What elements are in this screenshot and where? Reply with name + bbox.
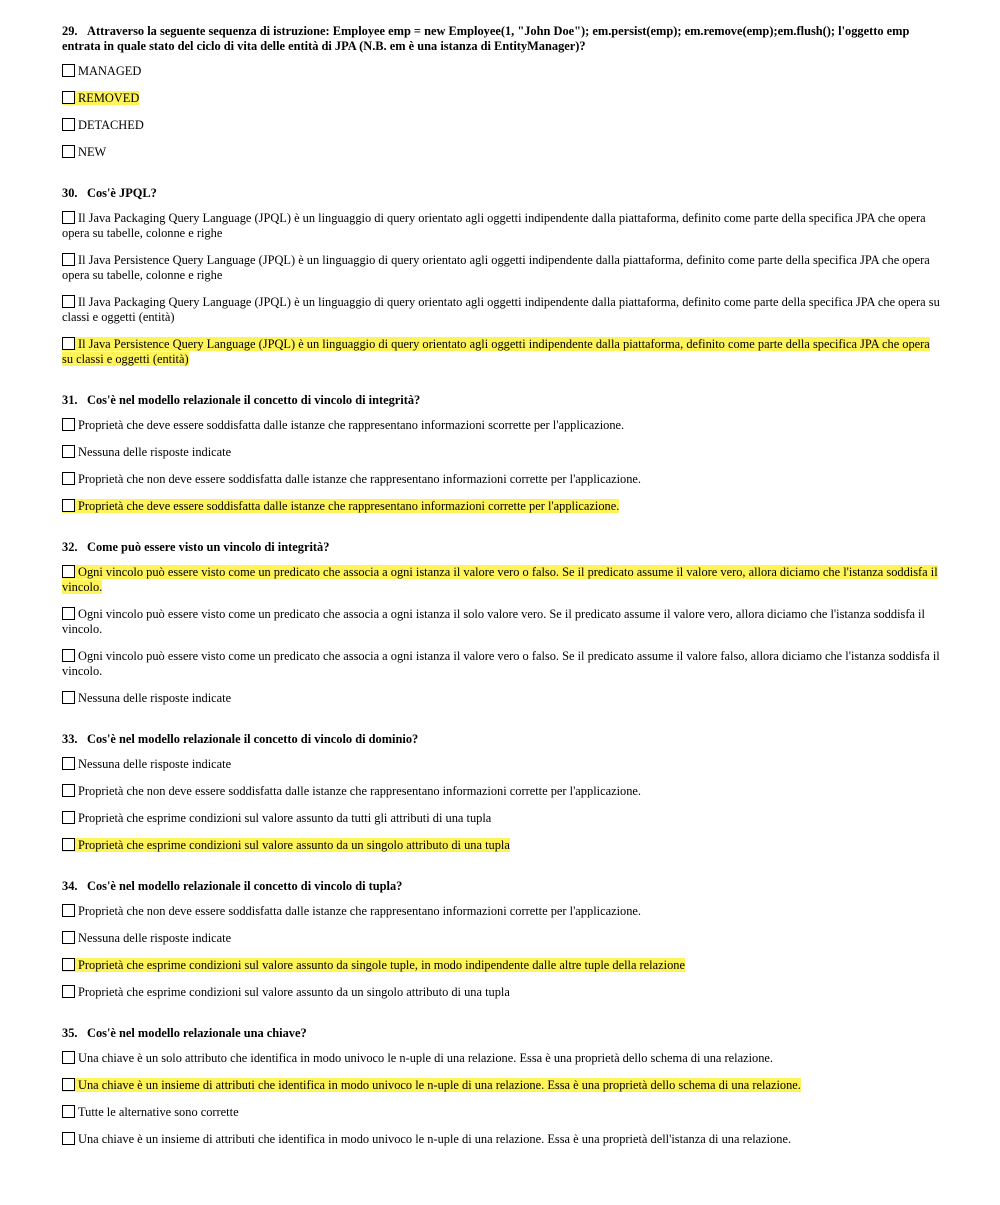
checkbox-icon[interactable]: [62, 838, 75, 851]
question-spacer: [62, 865, 942, 879]
answer-wrap: [62, 145, 106, 159]
answer-option: [62, 253, 942, 283]
answer-label: Proprietà che esprime condizioni sul valore assunto da singole tuple, in modo indipendente dalle altre tuple della relazione: [78, 958, 685, 972]
answer-option: [62, 649, 942, 679]
question-title: [62, 540, 942, 555]
checkbox-icon[interactable]: [62, 445, 75, 458]
highlighted-answer: [62, 1078, 801, 1092]
answer-wrap: [62, 757, 231, 771]
answer-option: [62, 811, 942, 826]
answer-wrap: [62, 931, 231, 945]
highlighted-answer: [62, 91, 139, 105]
checkbox-icon[interactable]: [62, 931, 75, 944]
question-29: [62, 24, 942, 186]
answer-label: REMOVED: [78, 91, 140, 105]
answer-label: Una chiave è un solo attributo che identifica in modo univoco le n-uple di una relazione. Essa è una proprietà dello schema di una relazione.: [78, 1051, 774, 1065]
question-title: [62, 393, 942, 408]
checkbox-icon[interactable]: [62, 1051, 75, 1064]
answer-label: Proprietà che esprime condizioni sul valore assunto da tutti gli attributi di una tupla: [78, 811, 492, 825]
question-title: [62, 879, 942, 894]
quiz-page: [62, 24, 942, 1159]
question-number: 33.: [62, 732, 78, 746]
question-text: Attraverso la seguente sequenza di istruzione: Employee emp = new Employee(1, "John Doe"); em.persist(emp); em.remove(emp);em.flush(); l'oggetto emp entrata in quale stato del ciclo di vita delle entità di JPA (N.B. em è una istanza di EntityManager)?: [62, 24, 910, 53]
checkbox-icon[interactable]: [62, 337, 75, 350]
checkbox-icon[interactable]: [62, 145, 75, 158]
answer-wrap: [62, 1051, 773, 1065]
question-32: [62, 540, 942, 732]
question-title: [62, 1026, 942, 1041]
answer-option: [62, 838, 942, 853]
answer-wrap: [62, 784, 641, 798]
answer-label: NEW: [78, 145, 107, 159]
answer-wrap: [62, 64, 141, 78]
question-spacer: [62, 172, 942, 186]
answer-label: DETACHED: [78, 118, 144, 132]
checkbox-icon[interactable]: [62, 472, 75, 485]
question-text: Cos'è nel modello relazionale il concetto di vincolo di tupla?: [87, 879, 403, 893]
answer-label: Nessuna delle risposte indicate: [78, 445, 232, 459]
answer-label: MANAGED: [78, 64, 142, 78]
answer-label: Una chiave è un insieme di attributi che identifica in modo univoco le n-uple di una relazione. Essa è una proprietà dell'istanza di una relazione.: [78, 1132, 792, 1146]
question-text: Cos'è nel modello relazionale il concetto di vincolo di dominio?: [87, 732, 419, 746]
answer-option: [62, 607, 942, 637]
highlighted-answer: [62, 565, 938, 594]
answer-wrap: [62, 904, 641, 918]
answer-option: [62, 904, 942, 919]
checkbox-icon[interactable]: [62, 904, 75, 917]
question-number: 29.: [62, 24, 78, 38]
question-30: [62, 186, 942, 393]
answer-wrap: [62, 295, 940, 324]
answer-wrap: [62, 691, 231, 705]
answer-label: Nessuna delle risposte indicate: [78, 931, 232, 945]
question-number: 31.: [62, 393, 78, 407]
answer-option: [62, 784, 942, 799]
answer-wrap: [62, 1132, 791, 1146]
answer-wrap: [62, 1105, 239, 1119]
highlighted-answer: [62, 958, 685, 972]
checkbox-icon[interactable]: [62, 64, 75, 77]
answer-option: [62, 91, 942, 106]
checkbox-icon[interactable]: [62, 649, 75, 662]
question-spacer: [62, 526, 942, 540]
answer-option: [62, 337, 942, 367]
answer-label: Proprietà che deve essere soddisfatta dalle istanze che rappresentano informazioni corrette per l'applicazione.: [78, 499, 620, 513]
answer-option: [62, 499, 942, 514]
question-title: [62, 24, 942, 54]
question-spacer: [62, 379, 942, 393]
answer-label: Il Java Packaging Query Language (JPQL) è un linguaggio di query orientato agli oggetti indipendente dalla piattaforma, definito come parte della specifica JPA che opera opera su tabelle, colonne e righe: [62, 211, 926, 240]
answer-wrap: [62, 607, 925, 636]
answer-option: [62, 418, 942, 433]
answer-label: Tutte le alternative sono corrette: [78, 1105, 239, 1119]
answer-option: [62, 757, 942, 772]
answer-wrap: [62, 811, 491, 825]
answer-option: [62, 1078, 942, 1093]
checkbox-icon[interactable]: [62, 1105, 75, 1118]
checkbox-icon[interactable]: [62, 691, 75, 704]
question-number: 32.: [62, 540, 78, 554]
checkbox-icon[interactable]: [62, 784, 75, 797]
question-number: 30.: [62, 186, 78, 200]
answer-option: [62, 472, 942, 487]
answer-label: Proprietà che esprime condizioni sul valore assunto da un singolo attributo di una tupla: [78, 838, 510, 852]
checkbox-icon[interactable]: [62, 565, 75, 578]
answer-label: Ogni vincolo può essere visto come un predicato che associa a ogni istanza il valore vero o falso. Se il predicato assume il valore falso, allora diciamo che l'istanza soddisfa il vincolo.: [62, 649, 940, 678]
question-text: Come può essere visto un vincolo di integrità?: [87, 540, 330, 554]
question-34: [62, 879, 942, 1026]
answer-label: Proprietà che non deve essere soddisfatta dalle istanze che rappresentano informazioni corrette per l'applicazione.: [78, 472, 642, 486]
highlighted-answer: [62, 499, 619, 513]
answer-wrap: [62, 472, 641, 486]
checkbox-icon[interactable]: [62, 499, 75, 512]
checkbox-icon[interactable]: [62, 757, 75, 770]
checkbox-icon[interactable]: [62, 985, 75, 998]
answer-wrap: [62, 649, 940, 678]
question-text: Cos'è JPQL?: [87, 186, 157, 200]
answer-option: [62, 64, 942, 79]
checkbox-icon[interactable]: [62, 1132, 75, 1145]
question-number: 34.: [62, 879, 78, 893]
answer-wrap: [62, 253, 930, 282]
answer-option: [62, 691, 942, 706]
answer-option: [62, 1051, 942, 1066]
answer-option: [62, 985, 942, 1000]
answer-option: [62, 931, 942, 946]
question-spacer: [62, 1012, 942, 1026]
answer-label: Ogni vincolo può essere visto come un predicato che associa a ogni istanza il valore vero o falso. Se il predicato assume il valore vero, allora diciamo che l'istanza soddisfa il vincolo.: [62, 565, 938, 594]
question-text: Cos'è nel modello relazionale una chiave?: [87, 1026, 307, 1040]
question-text: Cos'è nel modello relazionale il concetto di vincolo di integrità?: [87, 393, 421, 407]
checkbox-icon[interactable]: [62, 418, 75, 431]
highlighted-answer: [62, 337, 930, 366]
answer-label: Il Java Persistence Query Language (JPQL) è un linguaggio di query orientato agli oggetti indipendente dalla piattaforma, definito come parte della specifica JPA che opera su classi e oggetti (entità): [62, 337, 930, 366]
answer-label: Proprietà che non deve essere soddisfatta dalle istanze che rappresentano informazioni corrette per l'applicazione.: [78, 904, 642, 918]
answer-wrap: [62, 118, 144, 132]
checkbox-icon[interactable]: [62, 118, 75, 131]
question-title: [62, 186, 942, 201]
answer-option: [62, 1105, 942, 1120]
answer-wrap: [62, 445, 231, 459]
checkbox-icon[interactable]: [62, 211, 75, 224]
answer-option: [62, 958, 942, 973]
answer-label: Il Java Persistence Query Language (JPQL) è un linguaggio di query orientato agli oggetti indipendente dalla piattaforma, definito come parte della specifica JPA che opera opera su tabelle, colonne e righe: [62, 253, 930, 282]
checkbox-icon[interactable]: [62, 1078, 75, 1091]
checkbox-icon[interactable]: [62, 91, 75, 104]
answer-option: [62, 1132, 942, 1147]
answer-label: Proprietà che esprime condizioni sul valore assunto da un singolo attributo di una tupla: [78, 985, 510, 999]
answer-option: [62, 445, 942, 460]
answer-option: [62, 295, 942, 325]
question-number: 35.: [62, 1026, 78, 1040]
answer-label: Nessuna delle risposte indicate: [78, 757, 232, 771]
answer-option: [62, 565, 942, 595]
question-31: [62, 393, 942, 540]
checkbox-icon[interactable]: [62, 607, 75, 620]
answer-wrap: [62, 211, 926, 240]
question-spacer: [62, 718, 942, 732]
checkbox-icon[interactable]: [62, 958, 75, 971]
answer-label: Il Java Packaging Query Language (JPQL) è un linguaggio di query orientato agli oggetti indipendente dalla piattaforma, definito come parte della specifica JPA che opera su classi e oggetti (entità): [62, 295, 940, 324]
answer-label: Una chiave è un insieme di attributi che identifica in modo univoco le n-uple di una relazione. Essa è una proprietà dello schema di una relazione.: [78, 1078, 801, 1092]
checkbox-icon[interactable]: [62, 253, 75, 266]
question-35: [62, 1026, 942, 1147]
question-title: [62, 732, 942, 747]
question-33: [62, 732, 942, 879]
answer-option: [62, 145, 942, 160]
checkbox-icon[interactable]: [62, 811, 75, 824]
answer-option: [62, 211, 942, 241]
answer-label: Proprietà che deve essere soddisfatta dalle istanze che rappresentano informazioni scorrette per l'applicazione.: [78, 418, 625, 432]
checkbox-icon[interactable]: [62, 295, 75, 308]
answer-label: Proprietà che non deve essere soddisfatta dalle istanze che rappresentano informazioni corrette per l'applicazione.: [78, 784, 642, 798]
answer-label: Nessuna delle risposte indicate: [78, 691, 232, 705]
answer-wrap: [62, 985, 510, 999]
highlighted-answer: [62, 838, 510, 852]
answer-option: [62, 118, 942, 133]
answer-label: Ogni vincolo può essere visto come un predicato che associa a ogni istanza il solo valore vero. Se il predicato assume il valore vero, allora diciamo che l'istanza soddisfa il vincolo.: [62, 607, 925, 636]
answer-wrap: [62, 418, 624, 432]
